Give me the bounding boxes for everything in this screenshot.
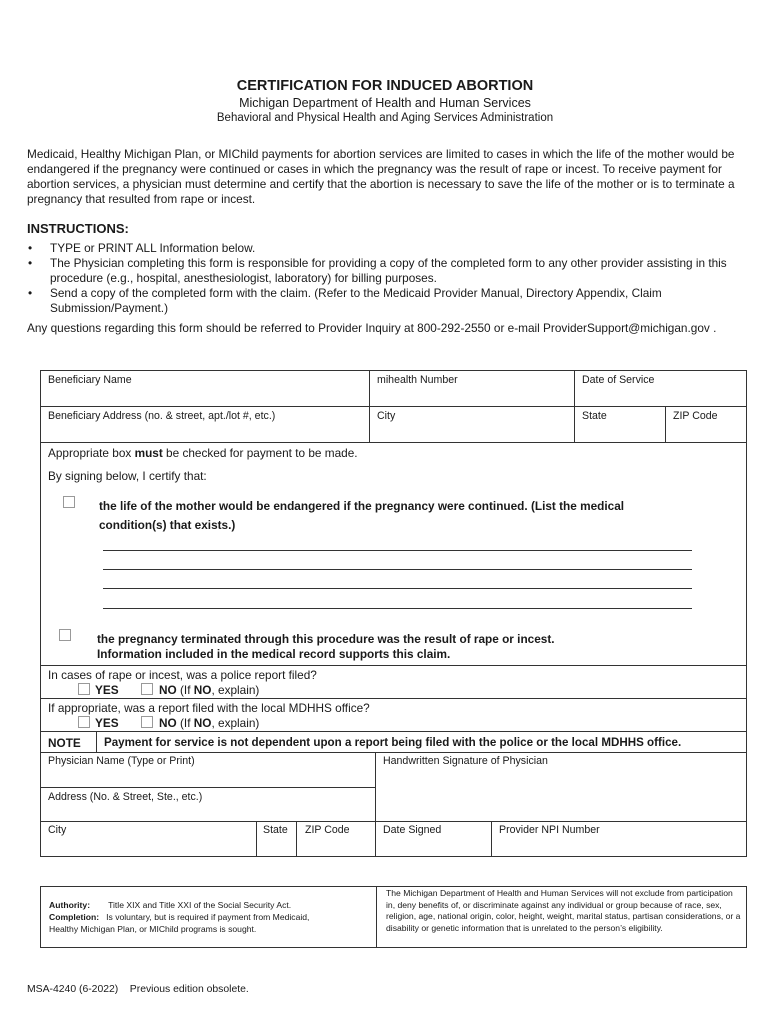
list-item: • TYPE or PRINT ALL Information below. (28, 241, 256, 255)
mdhhs-yes-label: YES (95, 716, 119, 730)
list-item: • Send a copy of the completed form with the claim. (Refer to the Medicaid Provider Manual, Directory Appendix, Claim Submission/Payment.) (28, 286, 662, 315)
medical-condition-line[interactable] (103, 569, 692, 570)
option-rape-incest-line1: the pregnancy terminated through this procedure was the result of rape or incest. (97, 632, 555, 646)
physician-state-field[interactable] (256, 821, 297, 857)
beneficiary-state-field[interactable] (574, 406, 666, 443)
questions-contact: Any questions regarding this form should be referred to Provider Inquiry at 800-292-2550 or e-mail ProviderSupport@michigan.gov . (27, 321, 717, 335)
administration-name: Behavioral and Physical Health and Aging Services Administration (216, 112, 554, 124)
bullet-icon: • (28, 241, 33, 255)
option-life-endangered-line2: condition(s) that exists.) (99, 518, 236, 532)
signature-label: Handwritten Signature of Physician (383, 755, 548, 767)
police-no-label: NO (If NO, explain) (159, 683, 260, 697)
physician-state-label: State (263, 824, 288, 836)
authority-line: Authority: Title XIX and Title XXI of the Social Security Act. (49, 900, 292, 910)
physician-city-field[interactable] (40, 821, 257, 857)
date-of-service-field[interactable] (574, 370, 747, 407)
physician-zip-label: ZIP Code (305, 824, 350, 836)
note-label: NOTE (48, 736, 81, 750)
police-report-section (40, 665, 747, 699)
intro-paragraph: Medicaid, Healthy Michigan Plan, or MIChild payments for abortion services are limited to cases in which the life of the mother would be endangered if the pregnancy were continued or cases in which the pregnancy was the result of rape or incest. To receive payment for abortion services, a physician must determine and certify that the abortion is necessary to save the life of the mother or is to terminate a pregnancy that resulted from rape or incest. (27, 147, 735, 206)
option-life-endangered-line1: the life of the mother would be endangered if the pregnancy were continued. (List the medical (99, 499, 625, 513)
medical-condition-line[interactable] (103, 608, 692, 609)
department-name: Michigan Department of Health and Human Services (239, 96, 531, 110)
completion-line-2: Healthy Michigan Plan, or MIChild programs is sought. (49, 924, 257, 934)
beneficiary-name-label: Beneficiary Name (48, 374, 132, 386)
date-signed-field[interactable] (375, 821, 492, 857)
mdhhs-no-label: NO (If NO, explain) (159, 716, 260, 730)
form-id: MSA-4240 (6-2022) Previous edition obsolete. (27, 984, 249, 995)
mdhhs-report-question: If appropriate, was a report filed with the local MDHHS office? (48, 701, 370, 715)
beneficiary-address-label: Beneficiary Address (no. & street, apt./lot #, etc.) (48, 410, 276, 422)
mdhhs-report-section (40, 698, 747, 732)
nondiscrimination-statement: The Michigan Department of Health and Human Services will not exclude from participation in, deny benefits of, or discriminate against any individual or group because of race, sex, religion, age, national origin, color, height, weight, marital status, partisan considerations, or a disability or genetic information that is unrelated to the person’s eligibility. (386, 888, 741, 933)
physician-zip-field[interactable] (296, 821, 376, 857)
list-item: • The Physician completing this form is responsible for providing a copy of the completed form to any other provider assisting in this procedure (e.g., hospital, anesthesiologist, laboratory) for billing purposes. (28, 256, 727, 285)
police-report-question: In cases of rape or incest, was a police report filed? (48, 668, 317, 682)
instructions-heading: INSTRUCTIONS: (27, 221, 129, 236)
police-yes-checkbox[interactable] (78, 683, 90, 695)
date-of-service-label: Date of Service (582, 374, 655, 386)
date-signed-label: Date Signed (383, 824, 442, 836)
provider-npi-field[interactable] (491, 821, 747, 857)
beneficiary-city-label: City (377, 410, 396, 422)
physician-address-field[interactable] (40, 787, 376, 822)
physician-address-label: Address (No. & Street, Ste., etc.) (48, 791, 203, 803)
beneficiary-city-field[interactable] (369, 406, 575, 443)
medical-condition-line[interactable] (103, 588, 692, 589)
beneficiary-name-field[interactable] (40, 370, 370, 407)
physician-name-label: Physician Name (Type or Print) (48, 755, 195, 767)
medical-condition-line[interactable] (103, 550, 692, 551)
form-title: CERTIFICATION FOR INDUCED ABORTION (236, 78, 534, 94)
beneficiary-address-field[interactable] (40, 406, 370, 443)
signing-statement: By signing below, I certify that: (48, 469, 207, 483)
bullet-icon: • (28, 286, 33, 300)
mihealth-number-label: mihealth Number (377, 374, 458, 386)
police-no-checkbox[interactable] (141, 683, 153, 695)
physician-city-label: City (48, 824, 67, 836)
note-text-cell (96, 731, 747, 753)
beneficiary-state-label: State (582, 410, 607, 422)
mdhhs-no-checkbox[interactable] (141, 716, 153, 728)
instructions-list (27, 241, 742, 316)
authority-box (40, 886, 377, 948)
mihealth-number-field[interactable] (369, 370, 575, 407)
bullet-icon: • (28, 256, 33, 270)
mdhhs-yes-checkbox[interactable] (78, 716, 90, 728)
physician-name-field[interactable] (40, 752, 376, 788)
nondiscrimination-box (376, 886, 747, 948)
certification-section (40, 442, 747, 666)
life-endangered-checkbox[interactable] (63, 496, 75, 508)
beneficiary-zip-field[interactable] (665, 406, 747, 443)
note-text: Payment for service is not dependent upon a report being filed with the police or the local MDHHS office. (104, 736, 682, 749)
police-yes-label: YES (95, 683, 119, 697)
must-check-note: Appropriate box must be checked for payment to be made. (48, 446, 358, 460)
signature-field[interactable] (375, 752, 747, 822)
provider-npi-label: Provider NPI Number (499, 824, 600, 836)
note-label-cell (40, 731, 97, 753)
rape-incest-checkbox[interactable] (59, 629, 71, 641)
option-rape-incest-line2: Information included in the medical record supports this claim. (97, 647, 451, 661)
beneficiary-zip-label: ZIP Code (673, 410, 718, 422)
completion-line: Completion: Is voluntary, but is required if payment from Medicaid, (49, 912, 310, 922)
